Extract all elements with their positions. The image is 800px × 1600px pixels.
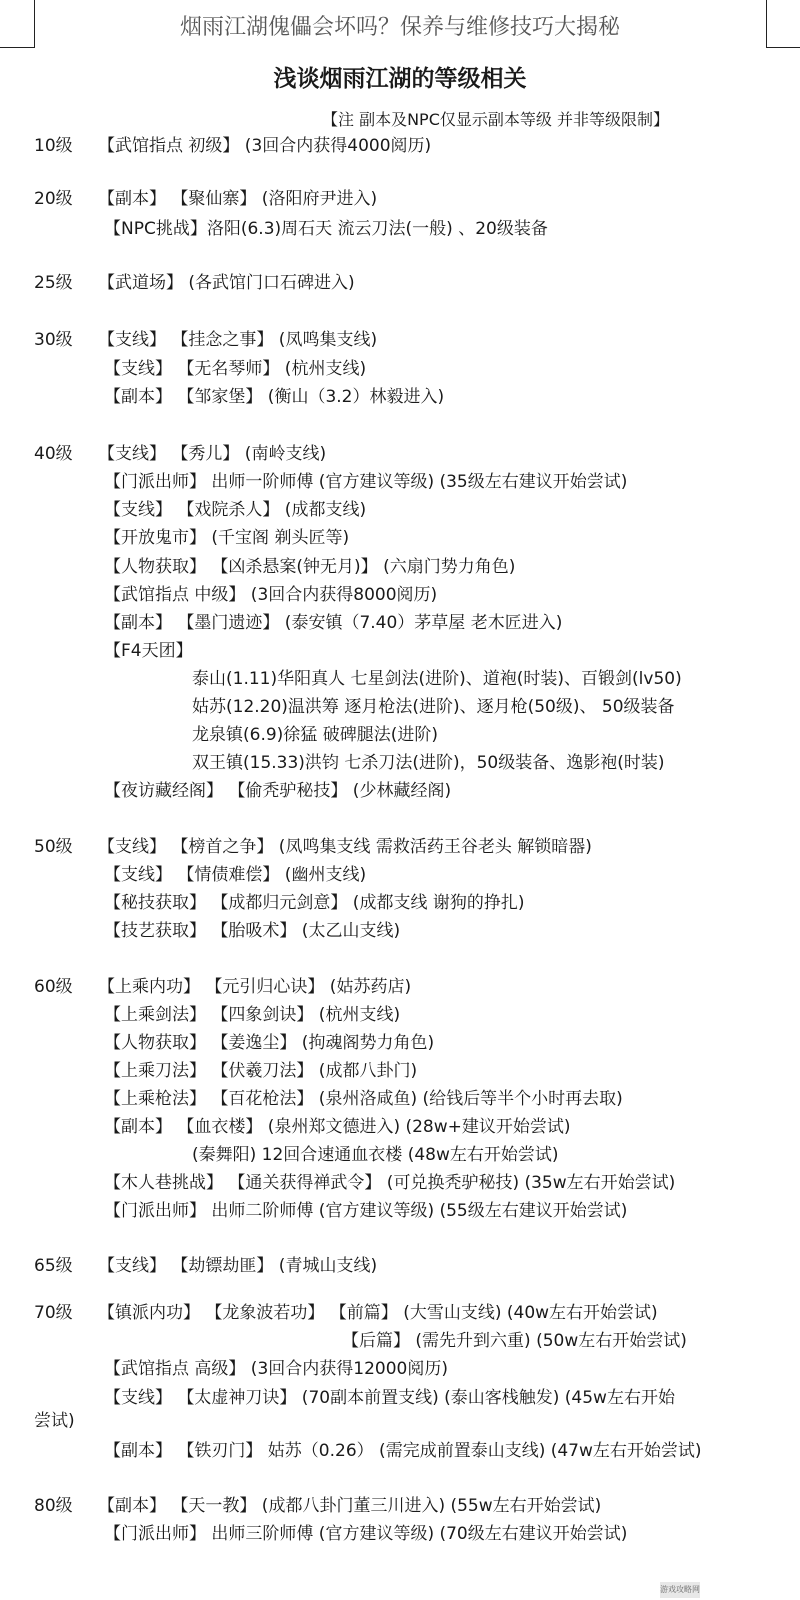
entry-text: 【门派出师】 出师一阶师傅 (官方建议等级) (35级左右建议开始尝试) bbox=[104, 472, 628, 492]
entry-text: 姑苏(12.20)温洪筹 逐月枪法(进阶)、逐月枪(50级)、 50级装备 bbox=[192, 697, 675, 717]
entry-text: 【上乘刀法】 【伏羲刀法】 (成都八卦门) bbox=[104, 1061, 418, 1081]
entry-text: 【开放鬼市】 (千宝阁 剃头匠等) bbox=[104, 528, 350, 548]
entry-text: 【支线】 【榜首之争】 (凤鸣集支线 需救活药王谷老头 解锁暗器) bbox=[98, 837, 592, 857]
level-label: 70级 bbox=[34, 1303, 73, 1323]
entry-text: 双王镇(15.33)洪钧 七杀刀法(进阶)，50级装备、逸影袍(时装) bbox=[192, 753, 665, 773]
entry-text: 【支线】 【情债难偿】 (幽州支线) bbox=[104, 865, 367, 885]
entry-text: 【上乘剑法】 【四象剑诀】 (杭州支线) bbox=[104, 1005, 401, 1025]
level-label: 60级 bbox=[34, 977, 73, 997]
crop-mark-right-h bbox=[766, 47, 800, 48]
entry-text: 【支线】 【劫镖劫匪】 (青城山支线) bbox=[98, 1256, 378, 1276]
entry-text: 【武馆指点 中级】 (3回合内获得8000阅历) bbox=[104, 585, 438, 605]
entry-text: 【副本】 【血衣楼】 (泉州郑文德进入) (28w+建议开始尝试) bbox=[104, 1117, 571, 1137]
entry-text: 龙泉镇(6.9)徐猛 破碑腿法(进阶) bbox=[192, 725, 438, 745]
level-label: 25级 bbox=[34, 273, 73, 293]
entry-text: 【副本】 【墨门遗迹】 (泰安镇（7.40）茅草屋 老木匠进入) bbox=[104, 613, 563, 633]
entry-text: 【NPC挑战】洛阳(6.3)周石天 流云刀法(一般) 、20级装备 bbox=[104, 219, 548, 239]
entry-text: 【F4天团】 bbox=[104, 641, 193, 661]
entry-text: 【秘技获取】 【成都归元剑意】 (成都支线 谢狗的挣扎) bbox=[104, 893, 525, 913]
entry-text: 【夜访藏经阁】 【偷秃驴秘技】 (少林藏经阁) bbox=[104, 781, 452, 801]
watermark-logo: 游戏攻略网 bbox=[660, 1582, 700, 1598]
entry-text: 【门派出师】 出师二阶师傅 (官方建议等级) (55级左右建议开始尝试) bbox=[104, 1201, 628, 1221]
page-title: 烟雨江湖傀儡会坏吗？保养与维修技巧大揭秘 bbox=[179, 15, 620, 40]
entry-text: 【副本】 【聚仙寨】 (洛阳府尹进入) bbox=[98, 189, 378, 209]
level-label: 80级 bbox=[34, 1496, 73, 1516]
entry-text: 【后篇】 (需先升到六重) (50w左右开始尝试) bbox=[342, 1331, 687, 1351]
crop-mark-left-h bbox=[0, 47, 34, 48]
entry-text: 尝试) bbox=[34, 1411, 75, 1431]
entry-text: 【门派出师】 出师三阶师傅 (官方建议等级) (70级左右建议开始尝试) bbox=[104, 1524, 628, 1544]
entry-text: 【武道场】 (各武馆门口石碑进入) bbox=[98, 273, 355, 293]
entry-text: 【支线】 【秀儿】 (南岭支线) bbox=[98, 444, 327, 464]
entry-text: 【武馆指点 初级】 (3回合内获得4000阅历) bbox=[98, 136, 432, 156]
entry-text: 【支线】 【太虚神刀诀】 (70副本前置支线) (泰山客栈触发) (45w左右开始 bbox=[104, 1388, 675, 1408]
level-label: 20级 bbox=[34, 189, 73, 209]
level-label: 65级 bbox=[34, 1256, 73, 1276]
entry-text: 【支线】 【无名琴师】 (杭州支线) bbox=[104, 359, 367, 379]
entry-text: 【武馆指点 高级】 (3回合内获得12000阅历) bbox=[104, 1359, 448, 1379]
entry-text: 【副本】 【天一教】 (成都八卦门董三川进入) (55w左右开始尝试) bbox=[98, 1496, 602, 1516]
entry-text: 【木人巷挑战】 【通关获得禅武令】 (可兑换秃驴秘技) (35w左右开始尝试) bbox=[104, 1173, 676, 1193]
document-note: 【注 副本及NPC仅显示副本等级 并非等级限制】 bbox=[322, 110, 669, 129]
entry-text: 【支线】 【挂念之事】 (凤鸣集支线) bbox=[98, 330, 378, 350]
entry-text: 【技艺获取】 【胎吸术】 (太乙山支线) bbox=[104, 921, 401, 941]
entry-text: 【副本】 【邹家堡】 (衡山（3.2）林毅进入) bbox=[104, 387, 445, 407]
level-label: 40级 bbox=[34, 444, 73, 464]
entry-text: 【副本】 【铁刃门】 姑苏（0.26） (需完成前置泰山支线) (47w左右开始尝试) bbox=[104, 1441, 702, 1461]
level-label: 50级 bbox=[34, 837, 73, 857]
entry-text: 【上乘内功】 【元引归心诀】 (姑苏药店) bbox=[98, 977, 412, 997]
level-label: 30级 bbox=[34, 330, 73, 350]
entry-text: (秦舞阳) 12回合速通血衣楼 (48w左右开始尝试) bbox=[192, 1145, 559, 1165]
entry-text: 【人物获取】 【姜逸尘】 (拘魂阁势力角色) bbox=[104, 1033, 435, 1053]
entry-text: 【上乘枪法】 【百花枪法】 (泉州洛咸鱼) (给钱后等半个小时再去取) bbox=[104, 1089, 623, 1109]
entry-text: 【人物获取】 【凶杀悬案(钟无月)】 (六扇门势力角色) bbox=[104, 557, 516, 577]
entry-text: 泰山(1.11)华阳真人 七星剑法(进阶)、道袍(时装)、百锻剑(lv50) bbox=[192, 669, 682, 689]
level-label: 10级 bbox=[34, 136, 73, 156]
entry-text: 【镇派内功】 【龙象波若功】 【前篇】 (大雪山支线) (40w左右开始尝试) bbox=[98, 1303, 658, 1323]
entry-text: 【支线】 【戏院杀人】 (成都支线) bbox=[104, 500, 367, 520]
document-heading: 浅谈烟雨江湖的等级相关 bbox=[273, 66, 527, 92]
